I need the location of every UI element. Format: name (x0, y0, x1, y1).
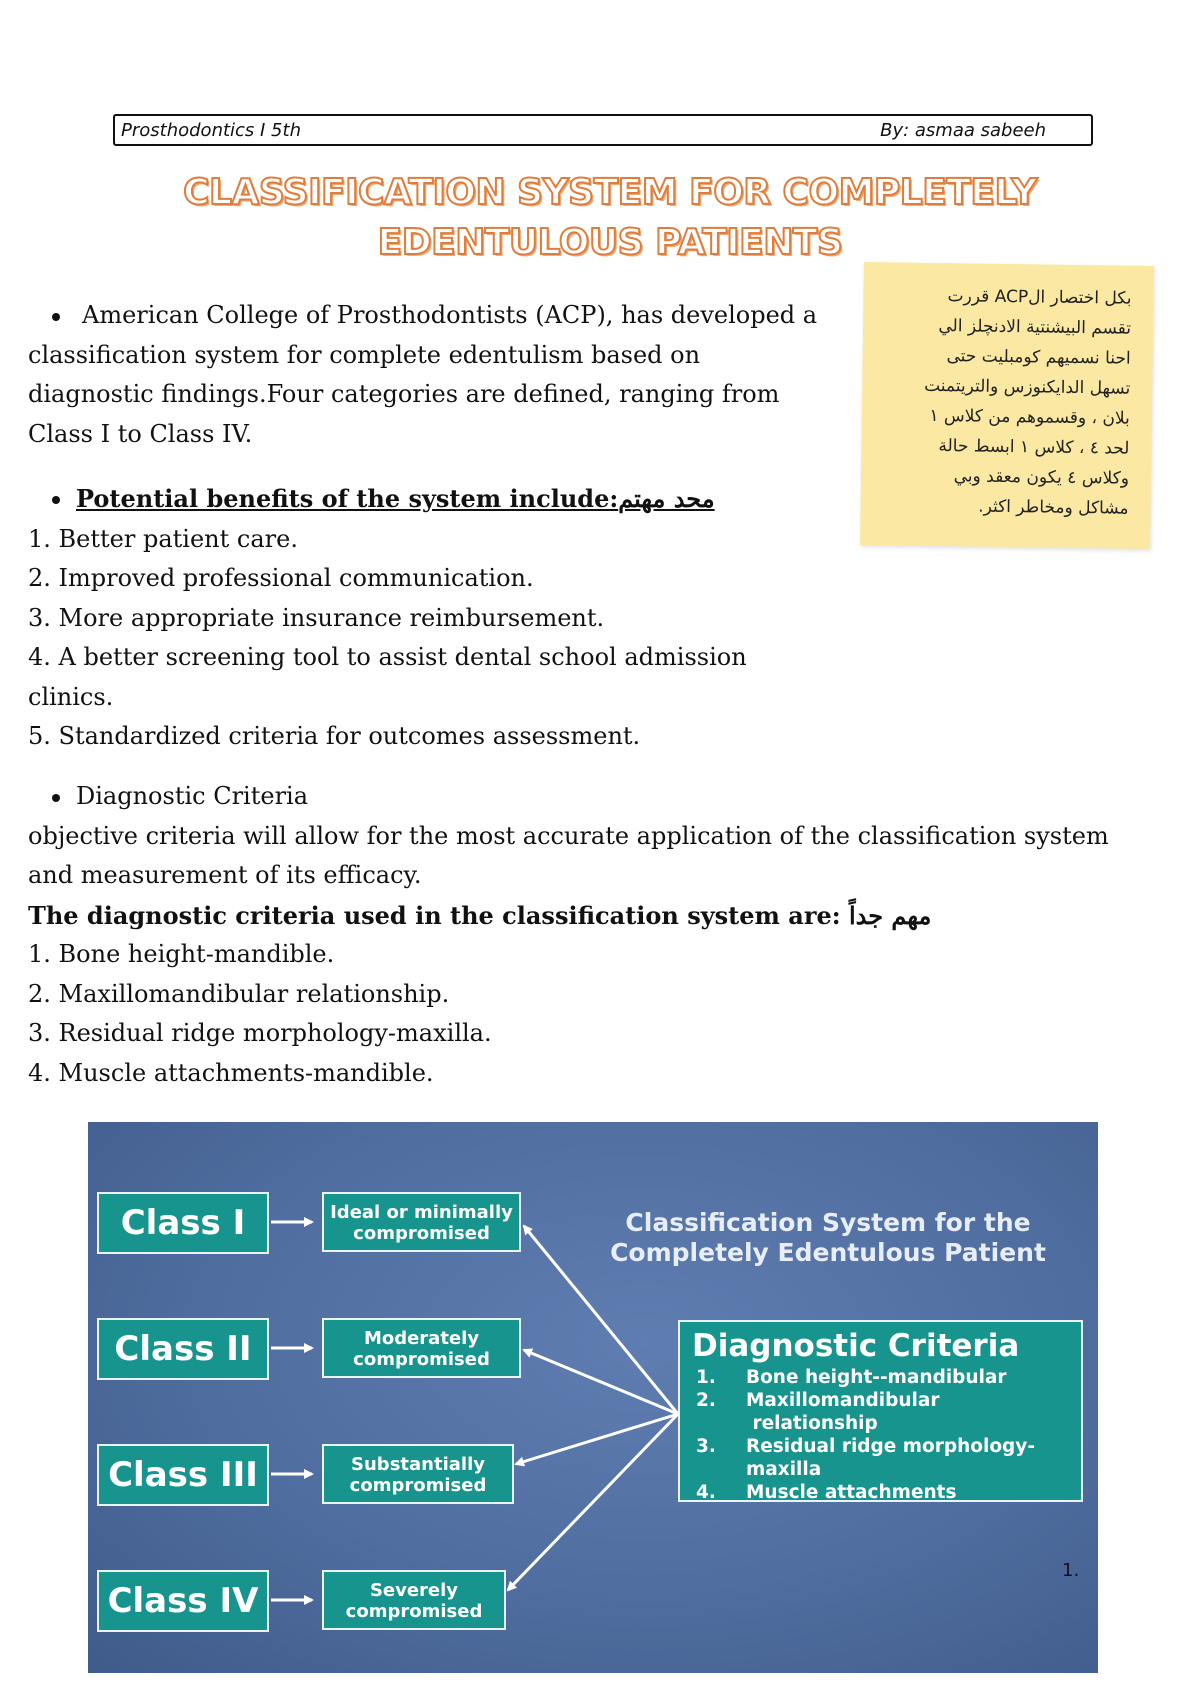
criteria-box-item (688, 1435, 1073, 1458)
note-line: لحد ٤ ، كلاس ١ ابسط حالة (938, 436, 1130, 459)
criteria-box-number: 4. (696, 1482, 716, 1503)
description-line: compromised (345, 1601, 483, 1622)
criteria-description: objective criteria will allow for the most accurate application of the classification system (28, 821, 1109, 850)
class-1-box: Class I (97, 1192, 269, 1254)
note-line: بلان ، وقسموهم من كلاس ١ (929, 405, 1130, 429)
criteria-intro (28, 896, 1109, 936)
benefits-heading (28, 479, 747, 520)
criteria-box-text: Bone height--mandibular (746, 1367, 1007, 1388)
header-author: By: asmaa sabeeh (880, 119, 1046, 141)
criteria-heading (28, 777, 1109, 817)
sticky-note (860, 262, 1154, 549)
class-3-box: Class III (97, 1444, 269, 1506)
intro-line-bulleted (28, 296, 817, 336)
bullet-icon (52, 313, 60, 321)
benefit-item: 5. Standardized criteria for outcomes assessment. (28, 722, 641, 750)
intro-line: American College of Prosthodontists (ACP), has developed a (82, 301, 818, 329)
criteria-box-item (688, 1481, 1073, 1504)
benefits-section (28, 479, 747, 757)
criteria-box-number: 3. (696, 1436, 716, 1457)
diagnostic-criteria-box (678, 1320, 1083, 1502)
benefits-heading-text: Potential benefits of the system include: (76, 484, 619, 513)
criteria-box-text: maxilla (746, 1459, 822, 1480)
description-line: Substantially (351, 1454, 485, 1475)
bullet-icon (52, 496, 60, 504)
criteria-item: 1. Bone height-mandible. (28, 940, 335, 968)
criteria-item: 2. Maxillomandibular relationship. (28, 979, 450, 1008)
criteria-box-spacer (688, 1458, 746, 1481)
note-line: تقسم البيشنتية الادنچلز الي (938, 316, 1132, 339)
criteria-box-text: Maxillomandibular (746, 1390, 940, 1411)
benefit-item: clinics. (28, 682, 114, 711)
note-line: تسهل الدايكنوزس والتريتمنت (924, 375, 1131, 399)
criteria-box-text: Residual ridge morphology- (746, 1436, 1036, 1457)
criteria-box-number: 2. (696, 1390, 716, 1411)
criteria-box-title: Diagnostic Criteria (692, 1328, 1020, 1364)
criteria-box-item (688, 1366, 1073, 1389)
description-line: compromised (353, 1223, 490, 1244)
class-1-description (322, 1192, 521, 1252)
arrow-criteria-2 (524, 1350, 678, 1414)
slide-title (578, 1208, 1078, 1268)
class-2-box: Class II (97, 1318, 269, 1380)
title-line-2: EDENTULOUS PATIENTS (377, 222, 843, 263)
criteria-box-list (688, 1366, 1073, 1504)
benefit-item: 3. More appropriate insurance reimbursement. (28, 603, 605, 632)
classification-diagram (88, 1122, 1098, 1673)
benefit-item: 4. A better screening tool to assist dental school admission (28, 643, 747, 671)
criteria-box-number: 1. (696, 1367, 716, 1388)
criteria-section (28, 777, 1109, 1093)
intro-line: classification system for complete edentulism based on (28, 340, 701, 369)
class-4-description (322, 1570, 506, 1630)
criteria-box-text: Muscle attachments (746, 1482, 957, 1503)
note-line: بكل اختصار الACP قررت (947, 286, 1132, 309)
criteria-intro-text: The diagnostic criteria used in the classification system are: (28, 900, 841, 930)
intro-line: Class I to Class IV. (28, 419, 253, 448)
header-bar (113, 114, 1093, 146)
title-line-1: CLASSIFICATION SYSTEM FOR COMPLETELY (183, 172, 1037, 213)
description-line: compromised (353, 1349, 490, 1370)
bullet-icon (52, 794, 60, 802)
criteria-description: and measurement of its efficacy. (28, 861, 422, 889)
criteria-item: 3. Residual ridge morphology-maxilla. (28, 1019, 492, 1047)
criteria-box-text: relationship (746, 1413, 878, 1434)
benefits-heading-note: محد مهتم (618, 484, 715, 513)
criteria-intro-note: مهم جداً (848, 900, 932, 930)
class-4-box: Class IV (97, 1570, 269, 1632)
slide-title-line: Completely Edentulous Patient (610, 1238, 1046, 1267)
intro-line: diagnostic findings.Four categories are defined, ranging from (28, 380, 780, 408)
criteria-box-spacer (688, 1412, 746, 1435)
criteria-heading-text: Diagnostic Criteria (76, 782, 309, 810)
class-3-description (322, 1444, 514, 1504)
intro-section (28, 296, 817, 454)
note-line: احنا نسميهم كومبليت حتى (946, 346, 1131, 369)
note-line: مشاكل ومخاطر اكثر. (978, 496, 1129, 519)
criteria-box-item (688, 1389, 1073, 1412)
description-line: Ideal or minimally (330, 1202, 513, 1223)
benefit-item: 2. Improved professional communication. (28, 564, 534, 592)
description-line: compromised (349, 1475, 487, 1496)
page-number: 1. (1062, 1560, 1080, 1581)
page-title (100, 168, 1120, 268)
criteria-box-item-continued (688, 1412, 1073, 1435)
note-line: وكلاس ٤ يكون معقد وبي (953, 466, 1130, 489)
criteria-item: 4. Muscle attachments-mandible. (28, 1058, 434, 1087)
header-course: Prosthodontics I 5th (121, 119, 301, 141)
slide-title-line: Classification System for the (625, 1208, 1031, 1237)
description-line: Moderately (363, 1328, 480, 1349)
criteria-box-item-continued (688, 1458, 1073, 1481)
benefit-item: 1. Better patient care. (28, 524, 298, 553)
description-line: Severely (369, 1580, 459, 1601)
class-2-description (322, 1318, 521, 1378)
